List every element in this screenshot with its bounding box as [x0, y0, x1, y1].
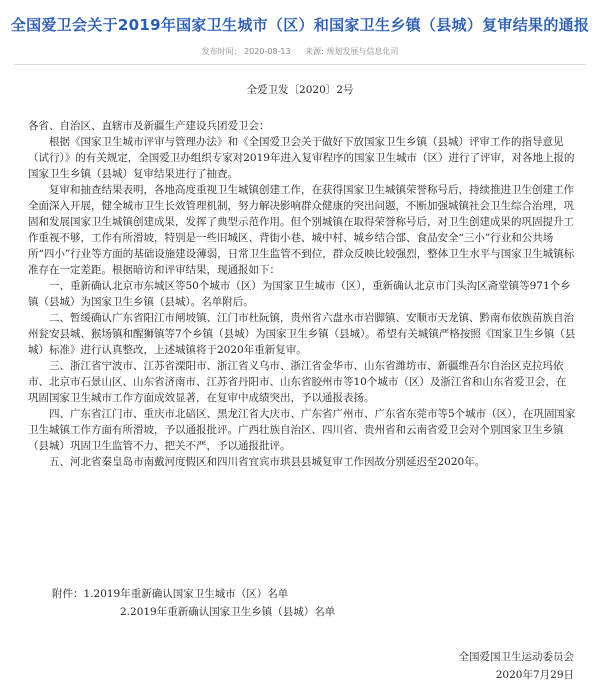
attachment-link-2[interactable]: 2.2019年重新确认国家卫生乡镇（县城）名单	[120, 606, 336, 618]
paragraph-item-4: 四、广东省江门市、重庆市北碚区、黑龙江省大庆市、广东省广州市、广东省东莞市等5个城市（区），在巩固国家卫生城镇工作方面有所滑坡，予以通报批评。广西壮族自治区、四川省、贵州省和云南省爱卫会对个别国家卫生乡镇（县城）巩固卫生监管不力、把关不严，予以通报批评。	[28, 408, 576, 452]
article-title: 全国爱卫会关于2019年国家卫生城市（区）和国家卫生乡镇（县城）复审结果的通报	[10, 16, 590, 34]
paragraph-item-3: 三、浙江省宁波市、江苏省溧阳市、浙江省义乌市、浙江省金华市、山东省潍坊市、新疆维吾尔自治区克拉玛依市、北京市石景山区、山东省济南市、江苏省丹阳市、山东省胶州市等10个城市（区）及浙江省和山东省爱卫会，在巩固国家卫生城市工作方面成效显著，在复审中成绩突出，予以通报表扬。	[28, 360, 567, 404]
article-meta	[0, 46, 600, 57]
signature-date: 2020年7月29日	[495, 669, 574, 681]
paragraph-item-5: 五、河北省秦皇岛市南戴河度假区和四川省宜宾市珙县县城复审工作因故分别延迟至2020年。	[49, 456, 486, 468]
paragraph-findings: 复审和抽查结果表明，各地高度重视卫生城镇创建工作，在获得国家卫生城镇荣誉称号后，持续推进卫生创建工作全面深入开展，健全城市卫生长效管理机制，努力解决影响群众健康的突出问题，不断加强城镇社会卫生综合治理，巩固和发展国家卫生城镇创建成果，发挥了典型示范作用。但个别城镇在取得荣誉称号后，对卫生创建成果的巩固提升工作重视不够，工作有所滑坡，特别是一些旧城区、背街小巷、城中村、城乡结合部、食品安全“三小”行业和公共场所“四小”行业等方面的基础设施建设薄弱，日常卫生监管不到位，群众反映比较强烈，整体卫生水平与国家卫生城镇标准存在一定差距。根据暗访和评审结果，现通报如下：	[28, 184, 575, 276]
signature-org: 全国爱国卫生运动委员会	[458, 651, 574, 663]
attachments-label: 附件：	[52, 588, 84, 600]
article-source: 来源: 规划发展与信息化司	[305, 47, 399, 56]
signature	[459, 648, 575, 684]
attachments	[28, 585, 576, 621]
salutation: 各省、自治区、直辖市及新疆生产建设兵团爱卫会：	[28, 120, 270, 132]
publish-time: 发布时间： 2020-08-13	[201, 47, 291, 56]
document-number: 全爱卫发〔2020〕2号	[246, 84, 354, 96]
attachment-row-2	[28, 603, 576, 621]
paragraph-basis: 根据《国家卫生城市评审与管理办法》和《全国爱卫会关于做好下放国家卫生乡镇（县城）评审工作的指导意见（试行）》的有关规定，全国爱卫办组织专家对2019年进入复审程序的国家卫生城市（区）进行了评审，对各地上报的国家卫生乡镇（县城）复审结果进行了抽查。	[28, 136, 575, 180]
attachment-row-1	[28, 585, 576, 603]
paragraph-item-1: 一、重新确认北京市东城区等50个城市（区）为国家卫生城市（区），重新确认北京市门头沟区斋堂镇等971个乡镇（县城）为国家卫生乡镇（县城）。名单附后。	[28, 280, 571, 308]
paragraph-item-2: 二、暂缓确认广东省阳江市闸坡镇、江门市杜阮镇，贵州省六盘水市岩脚镇、安顺市天龙镇、黔南布依族苗族自治州瓮安县城、猴场镇和醒狮镇等7个乡镇（县城）为国家卫生乡镇（县城）。希望有关城镇严格按照《国家卫生乡镇（县城）标准》进行认真整改，上述城镇将于2020年重新复审。	[28, 312, 576, 356]
article-body	[28, 118, 576, 470]
title-divider	[14, 64, 586, 65]
attachment-link-1[interactable]: 1.2019年重新确认国家卫生城市（区）名单	[83, 588, 289, 600]
